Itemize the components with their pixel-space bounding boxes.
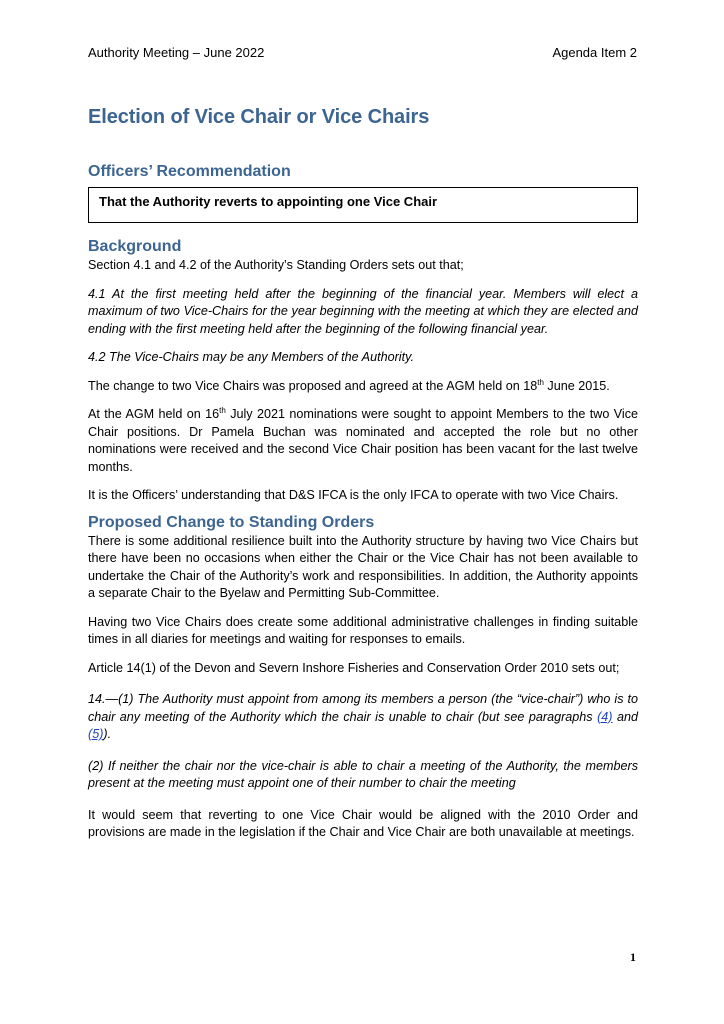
paragraph-conclusion: It would seem that reverting to one Vice Chair would be aligned with the 2010 Order and provisions are made in the legislation if the Chair and Vice Chair are both unavailable at meetings. xyxy=(88,807,638,839)
heading-proposed-change: Proposed Change to Standing Orders xyxy=(88,513,375,531)
link-paragraph-5[interactable]: (5) xyxy=(88,727,104,741)
agm-text-b: July 2021 nominations were sought to appoint Members to the two Vice Chair positions. Dr Pamela Buchan was nominated and accepted the role but no other nominations were received and the second Vice Chair position has been vacant for the last twelve months. xyxy=(88,407,638,474)
agm-superscript: th xyxy=(219,405,226,415)
article-14-text: 14.—(1) The Authority must appoint from among its members a person (the “vice-chair”) who is to chair any meeting of the Authority which the chair is unable to chair (but see paragraphs xyxy=(88,692,638,724)
paragraph-article-14: Article 14(1) of the Devon and Severn Inshore Fisheries and Conservation Order 2010 sets out; xyxy=(88,660,620,675)
heading-background: Background xyxy=(88,238,182,255)
article-14-end: ). xyxy=(103,727,112,741)
paragraph-change-2015 xyxy=(88,378,638,396)
change-text-b: June 2015. xyxy=(543,378,610,393)
link-paragraph-4[interactable]: (4) xyxy=(597,709,613,724)
recommendation-box xyxy=(88,187,638,223)
article-14-paragraph-1 xyxy=(88,691,638,744)
header-agenda-item: Agenda Item 2 xyxy=(552,45,637,60)
paragraph-admin-challenges: Having two Vice Chairs does create some additional administrative challenges in finding suitable times in all diaries for meetings and waiting for responses to emails. xyxy=(88,614,638,646)
paragraph-agm-2021 xyxy=(88,406,638,476)
clause-4-2: 4.2 The Vice-Chairs may be any Members of the Authority. xyxy=(88,350,414,364)
change-text-a: The change to two Vice Chairs was proposed and agreed at the AGM held on 18 xyxy=(88,378,538,393)
clause-4-1: 4.1 At the first meeting held after the beginning of the financial year. Members will elect a maximum of two Vice-Chairs for the year beginning with the meeting at which they are elected and ending with the first meeting held after the beginning of the following financial year. xyxy=(88,286,638,336)
change-superscript: th xyxy=(537,377,544,387)
page-number: 1 xyxy=(630,950,636,964)
article-14-and: and xyxy=(612,709,638,724)
heading-recommendation: Officers’ Recommendation xyxy=(88,163,291,180)
background-intro: Section 4.1 and 4.2 of the Authority’s Standing Orders sets out that; xyxy=(88,258,464,272)
page-title: Election of Vice Chair or Vice Chairs xyxy=(88,106,430,128)
paragraph-understanding: It is the Officers’ understanding that D&S IFCA is the only IFCA to operate with two Vice Chairs. xyxy=(88,488,619,502)
paragraph-resilience: There is some additional resilience built into the Authority structure by having two Vice Chairs but there have been no occasions when either the Chair or the Vice Chair has not been available to undertake the Chair of the Authority’s work and responsibilities. In addition, the Authority appoints a separate Chair to the Byelaw and Permitting Sub-Committee. xyxy=(88,533,638,600)
agm-text-a: At the AGM held on 16 xyxy=(88,407,220,421)
header-meeting-title: Authority Meeting – June 2022 xyxy=(88,45,265,60)
article-14-paragraph-2: (2) If neither the chair nor the vice-chair is able to chair a meeting of the Authority, the members present at the meeting must appoint one of their number to chair the meeting xyxy=(88,758,638,790)
document-body xyxy=(88,104,638,842)
recommendation-text: That the Authority reverts to appointing one Vice Chair xyxy=(99,194,438,209)
